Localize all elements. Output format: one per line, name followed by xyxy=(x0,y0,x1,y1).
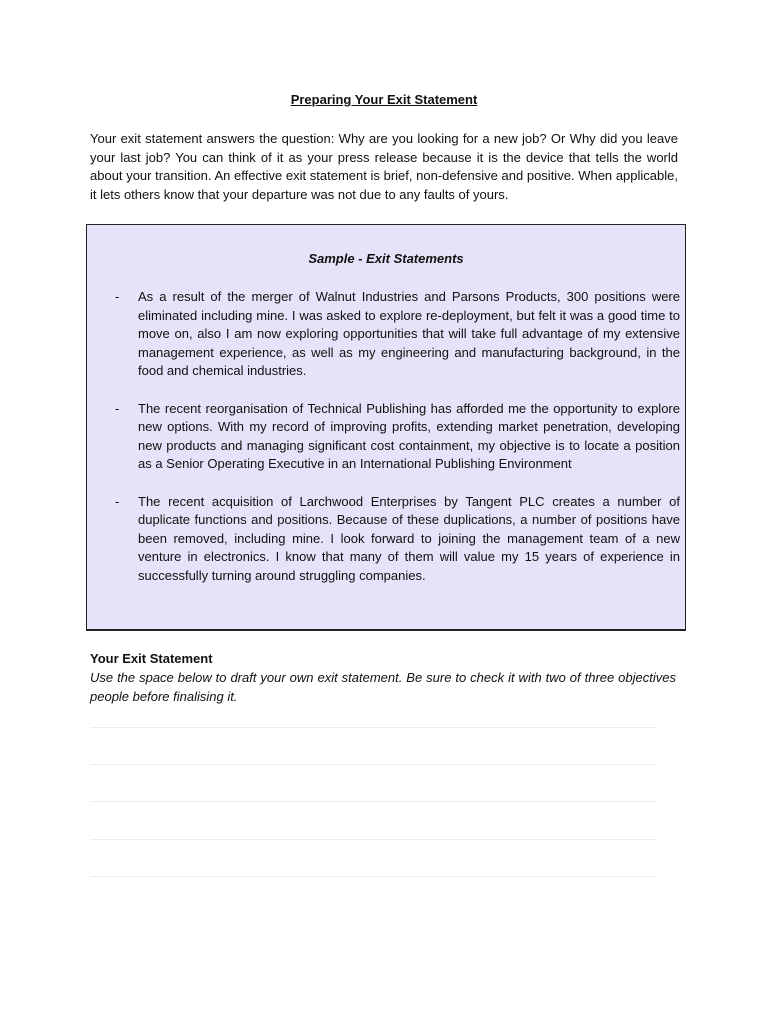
intro-paragraph: Your exit statement answers the question: Why are you looking for a new job? Or Why did you leave your last job? You can think of it as your press release because it is the device that tells the world about your transition. An effective exit statement is brief, non-defensive and positive. When applicable, it lets others know that your departure was not due to any faults of yours. xyxy=(90,131,678,202)
sample-item xyxy=(87,400,685,474)
your-exit-statement-heading: Your Exit Statement xyxy=(90,651,213,666)
your-exit-statement-instructions: Use the space below to draft your own exit statement. Be sure to check it with two of three objectives people before finalising it. xyxy=(90,670,676,704)
sample-item-text: The recent acquisition of Larchwood Enterprises by Tangent PLC creates a number of duplicate functions and positions. Because of these duplications, a number of positions have been removed, including mine. I look forward to joining the management team of a new venture in electronics. I know that many of them will value my 15 years of experience in successfully turning around struggling companies. xyxy=(138,493,680,583)
sample-box-title: Sample - Exit Statements xyxy=(308,251,464,266)
writing-line[interactable] xyxy=(90,801,656,802)
writing-line[interactable] xyxy=(90,727,656,728)
writing-line[interactable] xyxy=(90,839,656,840)
sample-item-text: The recent reorganisation of Technical Publishing has afforded me the opportunity to explore new options. With my record of improving profits, extending market penetration, developing new products and managing significant cost containment, my objective is to locate a position as a Senior Operating Executive in an International Publishing Environment xyxy=(138,400,680,472)
sample-list xyxy=(87,288,685,604)
sample-item-text: As a result of the merger of Walnut Industries and Parsons Products, 300 positions were eliminated including mine. I was asked to explore re-deployment, but felt it was a good time to move on, also I am now exploring opportunities that will take full advantage of my extensive management experience, as well as my engineering and manufacturing background, in the food and chemical industries. xyxy=(138,289,680,379)
sample-item xyxy=(87,288,685,381)
sample-item xyxy=(87,493,685,586)
writing-line[interactable] xyxy=(90,764,656,765)
writing-line[interactable] xyxy=(90,876,656,877)
bullet-dash: - xyxy=(115,289,120,304)
bullet-dash: - xyxy=(115,493,120,509)
sample-exit-statements-box xyxy=(86,224,686,631)
page-title: Preparing Your Exit Statement xyxy=(290,92,478,107)
bullet-dash: - xyxy=(115,400,120,416)
